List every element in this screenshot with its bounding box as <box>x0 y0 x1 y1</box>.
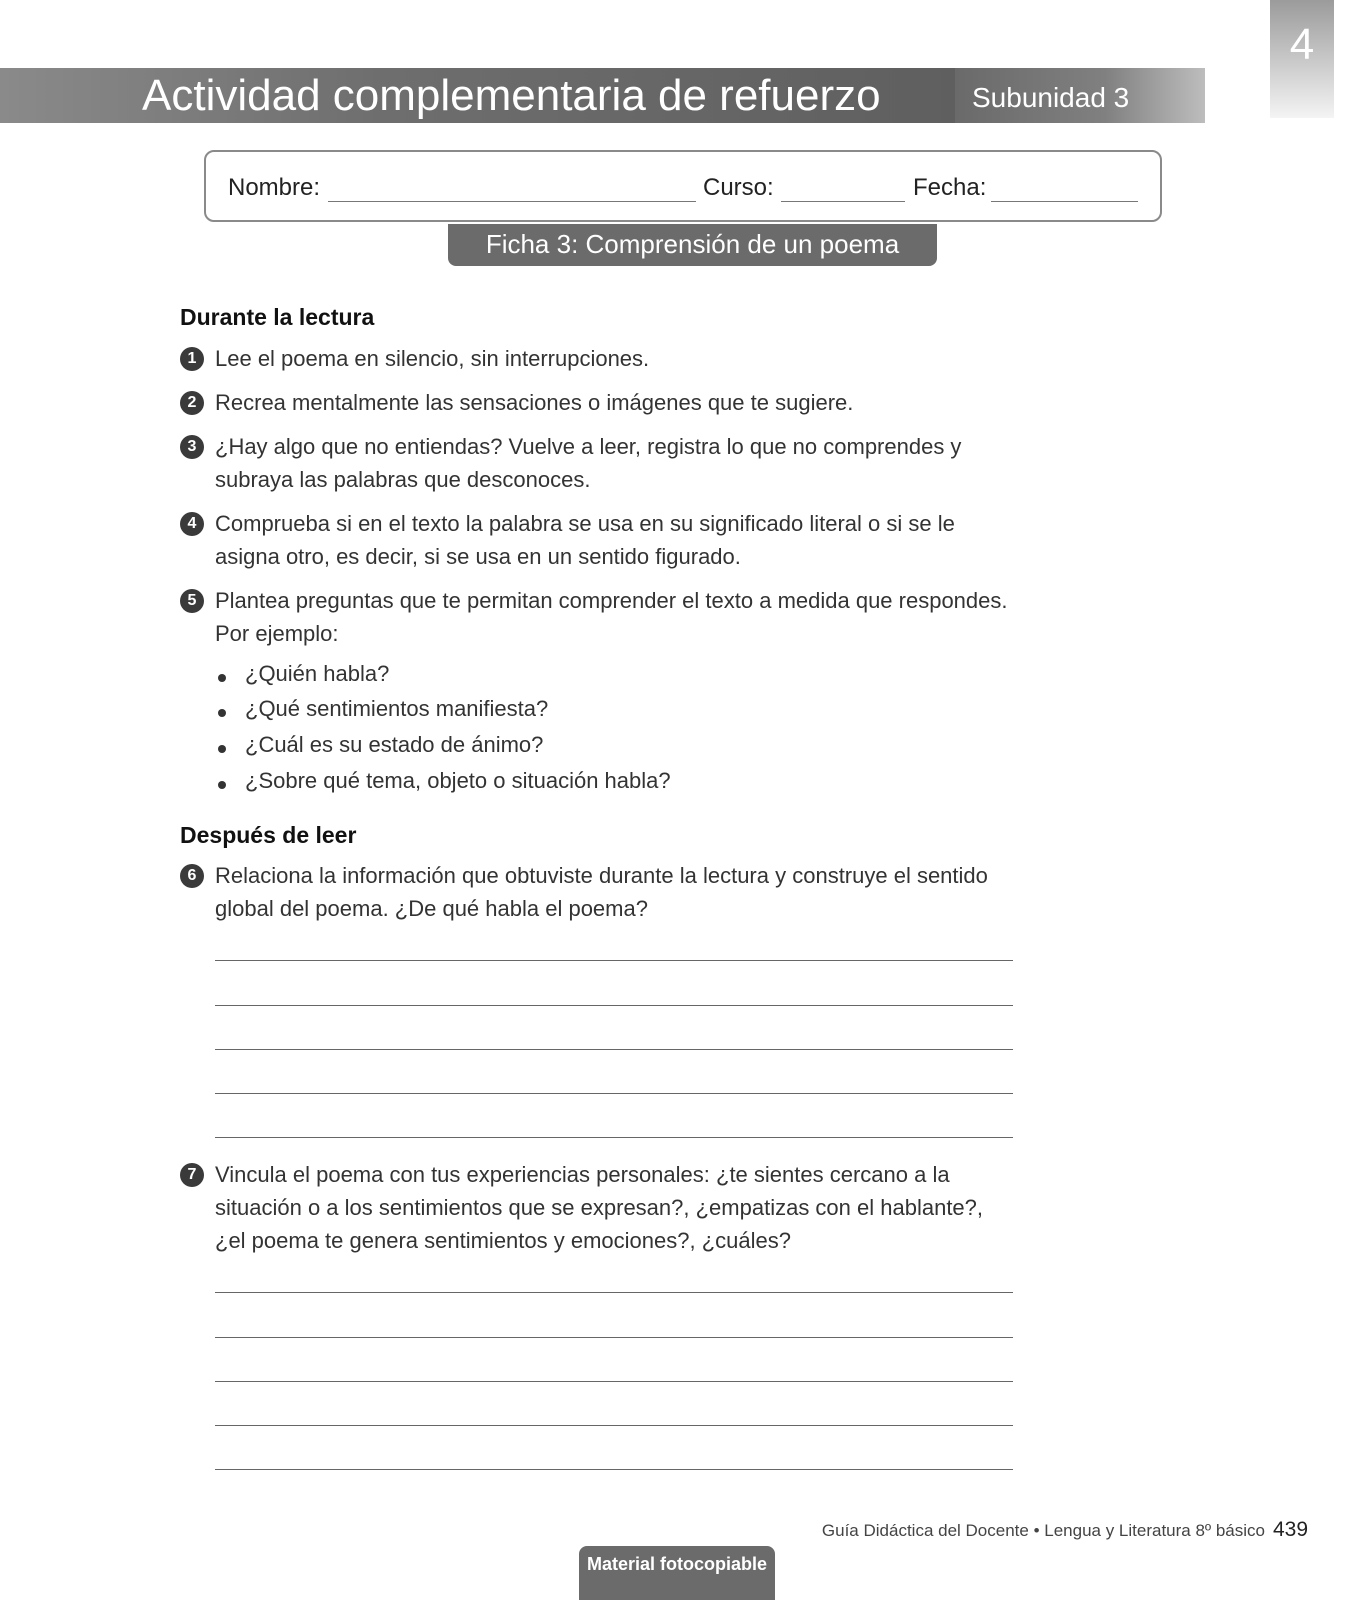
answer-line[interactable] <box>215 1137 1013 1138</box>
section-heading-during: Durante la lectura <box>180 304 375 330</box>
item-text: Vincula el poema con tus experiencias personales: ¿te sientes cercano a la situación o a los sentimientos que se expresan?, ¿empatizas con el hablante?, ¿el poema te genera sentimientos y emociones?, ¿cuáles? <box>215 1162 984 1253</box>
worksheet-title: Ficha 3: Comprensión de un poema <box>448 224 937 266</box>
item-text: Lee el poema en silencio, sin interrupciones. <box>215 346 650 371</box>
unit-number-tab: 4 <box>1270 0 1334 118</box>
item-text: Relaciona la información que obtuviste durante la lectura y construye el sentido global del poema. ¿De qué habla el poema? <box>215 863 988 921</box>
bullet-dot <box>218 781 226 789</box>
answer-line[interactable] <box>215 960 1013 961</box>
answer-line[interactable] <box>215 1381 1013 1382</box>
item-number: 4 <box>180 512 204 536</box>
bullet-text: ¿Sobre qué tema, objeto o situación habla? <box>245 768 671 793</box>
student-info-box <box>204 150 1162 222</box>
item-number: 5 <box>180 589 204 613</box>
page-title: Actividad complementaria de refuerzo <box>142 71 881 120</box>
item-number: 2 <box>180 391 204 415</box>
item-text: ¿Hay algo que no entiendas? Vuelve a leer, registra lo que no comprendes y subraya las palabras que desconoces. <box>215 434 962 492</box>
item-text: Recrea mentalmente las sensaciones o imágenes que te sugiere. <box>215 390 854 415</box>
answer-line[interactable] <box>215 1049 1013 1050</box>
answer-line[interactable] <box>215 1469 1013 1470</box>
answer-line[interactable] <box>215 1005 1013 1006</box>
item-text: Comprueba si en el texto la palabra se usa en su significado literal o si se le asigna otro, es decir, si se usa en un sentido figurado. <box>215 511 955 569</box>
bullet-dot <box>218 745 226 753</box>
answer-line[interactable] <box>215 1292 1013 1293</box>
item-number: 6 <box>180 864 204 888</box>
bullet-dot <box>218 709 226 717</box>
bullet-text: ¿Cuál es su estado de ánimo? <box>245 732 544 757</box>
name-field[interactable] <box>328 201 696 202</box>
subunit-label: Subunidad 3 <box>972 82 1130 113</box>
bullet-dot <box>218 674 226 682</box>
answer-line[interactable] <box>215 1425 1013 1426</box>
answer-line[interactable] <box>215 1093 1013 1094</box>
item-text: Plantea preguntas que te permitan comprender el texto a medida que respondes. Por ejemplo: <box>215 588 1008 646</box>
date-label: Fecha: <box>913 174 987 201</box>
footer-guide-text: Guía Didáctica del Docente • Lengua y Literatura 8º básico <box>821 1521 1265 1540</box>
bullet-text: ¿Qué sentimientos manifiesta? <box>245 696 549 721</box>
name-label: Nombre: <box>228 174 321 201</box>
section-heading-after: Después de leer <box>180 822 357 848</box>
item-number: 1 <box>180 347 204 371</box>
bullet-text: ¿Quién habla? <box>245 661 390 686</box>
page-number: 439 <box>1273 1518 1309 1541</box>
item-number: 3 <box>180 435 204 459</box>
course-field[interactable] <box>781 201 905 202</box>
date-field[interactable] <box>991 201 1138 202</box>
item-number: 7 <box>180 1163 204 1187</box>
material-fotocopiable-tab: Material fotocopiable <box>579 1546 775 1600</box>
answer-line[interactable] <box>215 1337 1013 1338</box>
course-label: Curso: <box>703 174 774 201</box>
